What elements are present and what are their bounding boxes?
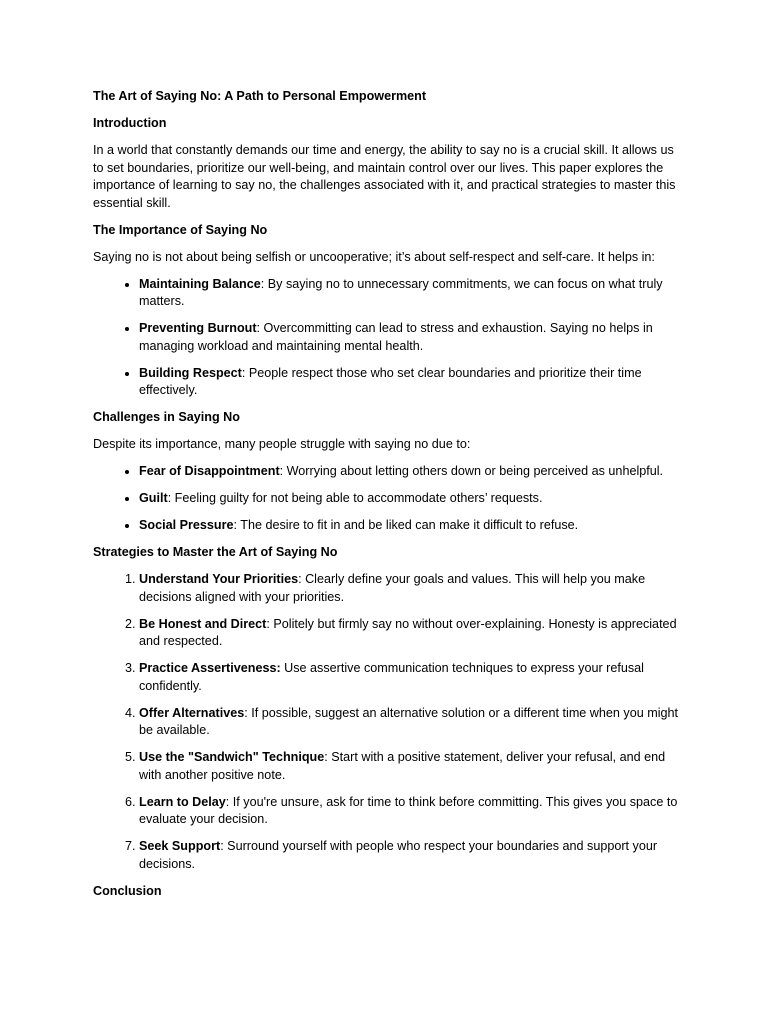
list-item-term: Offer Alternatives bbox=[139, 705, 245, 720]
list-item-text: : Surround yourself with people who respect your boundaries and support your decisions. bbox=[139, 839, 658, 871]
document-title: The Art of Saying No: A Path to Personal Empowerment bbox=[93, 89, 427, 103]
importance-paragraph: Saying no is not about being selfish or uncooperative; it’s about self-respect and self-care. It helps in: bbox=[93, 249, 655, 264]
list-item bbox=[139, 517, 683, 535]
list-item bbox=[139, 616, 683, 651]
challenges-paragraph: Despite its importance, many people struggle with saying no due to: bbox=[93, 437, 471, 451]
list-item-text: : Feeling guilty for not being able to accommodate others’ requests. bbox=[167, 491, 543, 505]
challenges-list bbox=[93, 463, 683, 535]
list-item bbox=[139, 320, 683, 355]
list-item bbox=[139, 838, 683, 873]
list-item-text: : People respect those who set clear boundaries and prioritize their time effectively. bbox=[139, 365, 642, 397]
list-item-text: : If possible, suggest an alternative solution or a different time when you might be available. bbox=[139, 705, 679, 737]
list-item bbox=[139, 365, 683, 400]
list-item-term: Building Respect bbox=[139, 365, 242, 380]
list-item-text: : Overcommitting can lead to stress and exhaustion. Saying no helps in managing workload and maintaining mental health. bbox=[139, 321, 653, 353]
list-item-term: Social Pressure bbox=[139, 518, 234, 532]
list-item-text: : If you're unsure, ask for time to think before committing. This gives you space to evaluate your decision. bbox=[139, 794, 678, 826]
list-item bbox=[139, 794, 683, 829]
list-item-term: Learn to Delay bbox=[139, 794, 226, 809]
list-item-term: Guilt bbox=[139, 491, 168, 505]
list-item-text: : By saying no to unnecessary commitments, we can focus on what truly matters. bbox=[139, 276, 663, 308]
list-item bbox=[139, 571, 683, 606]
list-item bbox=[139, 749, 683, 784]
introduction-paragraph: In a world that constantly demands our time and energy, the ability to say no is a crucial skill. It allows us to set boundaries, prioritize our well-being, and maintain control over our lives. This paper explores the importance of learning to say no, the challenges associated with it, and practical strategies to master this essential skill. bbox=[93, 143, 676, 210]
introduction-heading: Introduction bbox=[93, 116, 167, 130]
list-item-text: : Clearly define your goals and values. This will help you make decisions aligned with your priorities. bbox=[139, 572, 646, 604]
list-item-term: Preventing Burnout bbox=[139, 321, 257, 335]
strategies-heading: Strategies to Master the Art of Saying No bbox=[93, 545, 338, 559]
list-item-term: Seek Support bbox=[139, 839, 221, 853]
list-item-term: Be Honest and Direct bbox=[139, 616, 267, 631]
list-item-text: : Start with a positive statement, deliver your refusal, and end with another positive note. bbox=[139, 750, 666, 782]
list-item-term: Practice Assertiveness: bbox=[139, 661, 281, 675]
list-item-text: : Worrying about letting others down or being perceived as unhelpful. bbox=[279, 464, 664, 478]
list-item-term: Fear of Disappointment bbox=[139, 464, 280, 478]
conclusion-heading: Conclusion bbox=[93, 883, 162, 898]
list-item bbox=[139, 276, 683, 311]
list-item-term: Understand Your Priorities bbox=[139, 572, 299, 586]
importance-heading: The Importance of Saying No bbox=[93, 222, 268, 237]
importance-list bbox=[93, 276, 683, 400]
list-item-text: : Politely but firmly say no without over-explaining. Honesty is appreciated and respected. bbox=[139, 616, 677, 648]
list-item-text: : The desire to fit in and be liked can make it difficult to refuse. bbox=[233, 518, 579, 532]
list-item bbox=[139, 463, 683, 481]
list-item bbox=[139, 660, 683, 695]
list-item-term: Maintaining Balance bbox=[139, 276, 261, 291]
strategies-list bbox=[93, 571, 683, 873]
document-page bbox=[93, 88, 683, 910]
challenges-heading: Challenges in Saying No bbox=[93, 410, 240, 424]
list-item bbox=[139, 490, 683, 508]
list-item-term: Use the "Sandwich" Technique bbox=[139, 750, 325, 764]
list-item bbox=[139, 705, 683, 740]
list-item-text: Use assertive communication techniques to express your refusal confidently. bbox=[139, 661, 644, 693]
